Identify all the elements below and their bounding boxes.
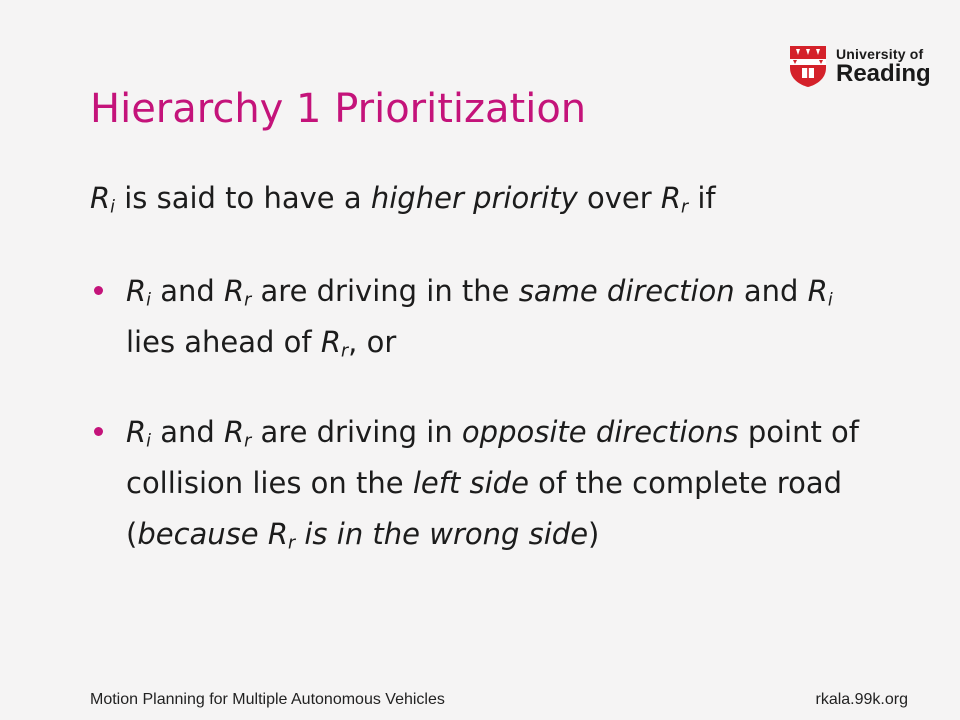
bullet-dot-icon (94, 286, 103, 295)
intro-statement: $R_i$ is said to have a higher priority over $R_r$ if (90, 181, 716, 218)
variable-r-r: $R_r$ (224, 415, 252, 452)
emphasis-left-side: left side (412, 466, 529, 500)
footer-course-title: Motion Planning for Multiple Autonomous Vehicles (90, 691, 445, 708)
emphasis-opposite-directions: opposite directions (461, 415, 739, 449)
variable-r-r: $R_r$ (660, 181, 689, 218)
emphasis-wrong-side-note: because $R_r$ is in the wrong side (137, 517, 589, 554)
condition-list (90, 266, 930, 560)
variable-r-r: $R_r$ (224, 274, 252, 311)
variable-r-i: $R_i$ (126, 274, 151, 311)
bullet-dot-icon (94, 427, 103, 436)
university-shield-icon (788, 44, 828, 88)
logo-line-1: University of (836, 45, 924, 62)
university-logo (788, 44, 931, 88)
footer-website: rkala.99k.org (815, 691, 908, 708)
condition-same-direction: $R_i$ and $R_r$ are driving in the same direction and $R_i$ lies ahead of $R_r$, or (90, 266, 930, 368)
variable-r-i: $R_i$ (807, 274, 833, 311)
condition-opposite-directions: $R_i$ and $R_r$ are driving in opposite directions point of collision lies on the left side of the complete road (because $R_r$ is in the wrong side) (90, 407, 930, 560)
variable-r-i: $R_i$ (90, 181, 115, 218)
slide-title: Hierarchy 1 Prioritization (90, 86, 587, 132)
variable-r-r: $R_r$ (267, 517, 296, 554)
emphasis-higher-priority: higher priority (370, 181, 578, 215)
variable-r-i: $R_i$ (126, 415, 151, 452)
emphasis-same-direction: same direction (518, 274, 735, 308)
logo-line-2: Reading (836, 59, 931, 87)
variable-r-r: $R_r$ (320, 325, 349, 362)
